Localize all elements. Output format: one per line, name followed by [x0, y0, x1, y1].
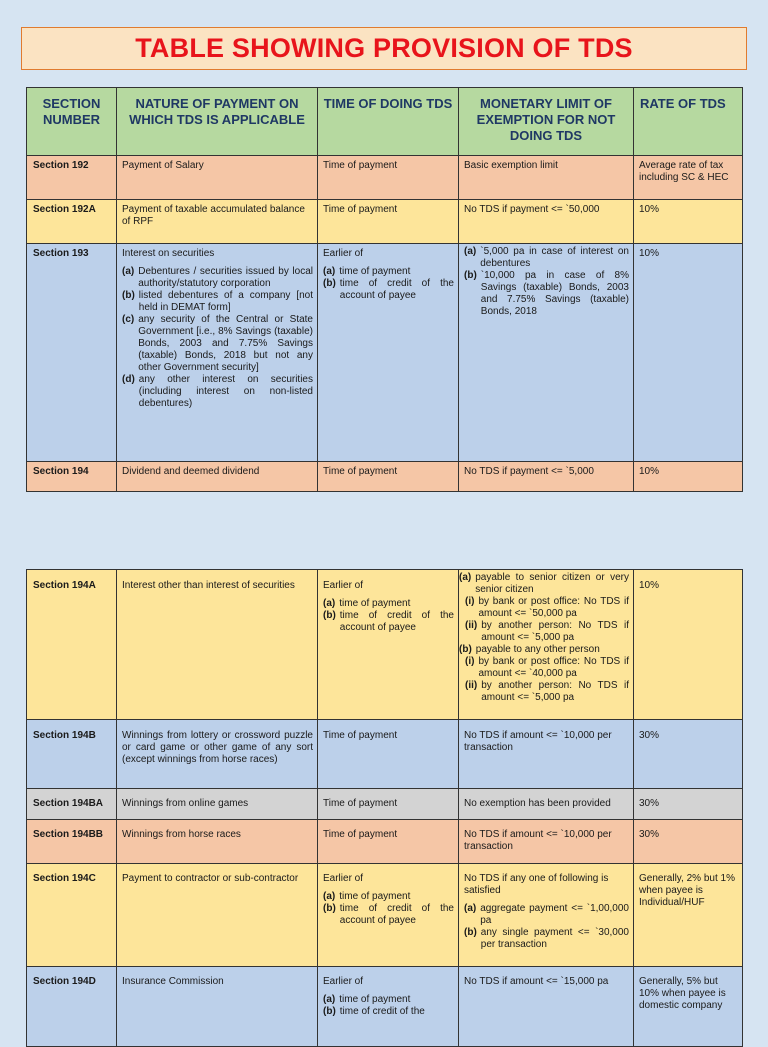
table-row-194a	[27, 570, 743, 720]
list-text: time of payment	[339, 994, 411, 1005]
limit-list	[459, 572, 629, 596]
section-cell: Section 194BA	[27, 789, 117, 820]
limit-cell	[459, 864, 634, 967]
list-text: payable to any other person	[475, 644, 600, 655]
list-text: time of credit of the	[339, 1006, 425, 1017]
header-monetary-limit: MONETARY LIMIT OF EXEMPTION FOR NOT DOING TDS	[459, 88, 634, 156]
table-row-194d	[27, 967, 743, 1047]
list-item	[464, 927, 629, 951]
list-marker: (b)	[323, 278, 336, 289]
section-cell: Section 192	[27, 156, 117, 200]
time-heading: Earlier of	[323, 580, 364, 591]
nature-cell: Dividend and deemed dividend	[117, 462, 318, 492]
limit-cell: No TDS if amount <= `10,000 per transaction	[459, 820, 634, 864]
list-marker: (a)	[323, 598, 336, 609]
limit-list	[459, 644, 629, 656]
list-marker: (a)	[464, 903, 477, 914]
time-cell	[318, 244, 459, 462]
time-cell: Time of payment	[318, 156, 459, 200]
time-cell: Time of payment	[318, 462, 459, 492]
limit-list	[464, 903, 629, 951]
list-marker: (a)	[464, 246, 477, 257]
rate-cell: 10%	[634, 244, 743, 462]
list-item	[465, 620, 629, 644]
rate-cell: 10%	[634, 462, 743, 492]
nature-cell: Interest other than interest of securities	[117, 570, 318, 720]
list-marker: (b)	[323, 1006, 336, 1017]
section-cell: Section 194	[27, 462, 117, 492]
table-row-194bb	[27, 820, 743, 864]
list-item	[459, 572, 629, 596]
nature-cell	[117, 244, 318, 462]
nature-cell: Winnings from lottery or crossword puzzle or card game or other game of any sort (except winnings from horse races)	[117, 720, 318, 789]
list-marker: (ii)	[465, 680, 478, 691]
list-item	[323, 610, 454, 634]
nature-list	[122, 266, 313, 410]
list-item	[323, 598, 454, 610]
nature-cell: Payment of Salary	[117, 156, 318, 200]
section-cell: Section 192A	[27, 200, 117, 244]
list-item	[464, 903, 629, 927]
limit-list	[464, 246, 629, 318]
table-row-194c	[27, 864, 743, 967]
limit-cell: No TDS if payment <= `5,000	[459, 462, 634, 492]
list-text: time of payment	[339, 266, 411, 277]
header-rate-of-tds: RATE OF TDS	[634, 88, 743, 156]
rate-cell: 30%	[634, 720, 743, 789]
list-item	[464, 270, 629, 318]
list-marker: (b)	[323, 610, 336, 621]
limit-cell: Basic exemption limit	[459, 156, 634, 200]
limit-cell	[459, 570, 634, 720]
limit-cell: No TDS if amount <= `10,000 per transaction	[459, 720, 634, 789]
list-item	[122, 314, 313, 374]
list-item	[464, 246, 629, 270]
table-row-193	[27, 244, 743, 462]
limit-cell: No exemption has been provided	[459, 789, 634, 820]
list-item	[323, 1006, 454, 1018]
tds-table-part-2	[26, 569, 743, 1047]
list-item	[465, 680, 629, 704]
limit-heading: No TDS if any one of following is satisfied	[464, 873, 609, 896]
list-item	[323, 278, 454, 302]
list-marker: (b)	[122, 290, 135, 301]
time-cell	[318, 864, 459, 967]
list-text: `10,000 pa in case of 8% Savings (taxable) Bonds, 2003 and 7.75% Savings (taxable) Bonds, 2018	[480, 270, 629, 317]
section-cell: Section 194C	[27, 864, 117, 967]
list-item	[122, 374, 313, 410]
list-text: time of credit of the account of payee	[339, 903, 454, 926]
rate-cell: 10%	[634, 570, 743, 720]
time-heading: Earlier of	[323, 976, 364, 987]
list-text: time of payment	[339, 598, 411, 609]
list-text: time of payment	[339, 891, 411, 902]
limit-cell: No TDS if amount <= `15,000 pa	[459, 967, 634, 1047]
list-text: any security of the Central or State Government [i.e., 8% Savings (taxable) Bonds, 2003 and 7.75% Savings (taxable) Bonds, 2018 but not any other Government security]	[138, 314, 313, 373]
section-cell: Section 194D	[27, 967, 117, 1047]
list-item	[459, 644, 629, 656]
list-marker: (a)	[323, 266, 336, 277]
list-text: payable to senior citizen or very senior citizen	[475, 572, 629, 595]
section-cell: Section 194BB	[27, 820, 117, 864]
list-marker: (b)	[323, 903, 336, 914]
list-text: `5,000 pa in case of interest on debentures	[480, 246, 629, 269]
list-item	[323, 891, 454, 903]
time-heading: Earlier of	[323, 873, 364, 884]
title-banner	[21, 27, 747, 70]
list-marker: (b)	[464, 927, 477, 938]
list-item	[122, 266, 313, 290]
list-marker: (a)	[122, 266, 135, 277]
nature-cell: Payment of taxable accumulated balance of RPF	[117, 200, 318, 244]
list-item	[323, 266, 454, 278]
rate-cell: 30%	[634, 789, 743, 820]
rate-cell: Average rate of tax including SC & HEC	[634, 156, 743, 200]
list-text: aggregate payment <= `1,00,000 pa	[480, 903, 629, 926]
list-marker: (c)	[122, 314, 135, 325]
list-item	[465, 656, 629, 680]
table-row-192	[27, 156, 743, 200]
rate-cell: Generally, 5% but 10% when payee is domestic company	[634, 967, 743, 1047]
list-text: listed debentures of a company [not held in DEMAT form]	[138, 290, 313, 313]
time-cell: Time of payment	[318, 200, 459, 244]
section-cell: Section 194B	[27, 720, 117, 789]
list-item	[323, 994, 454, 1006]
time-heading: Earlier of	[323, 248, 364, 259]
header-section-number: SECTION NUMBER	[27, 88, 117, 156]
nature-cell: Winnings from horse races	[117, 820, 318, 864]
list-text: by bank or post office: No TDS if amount <= `50,000 pa	[478, 596, 629, 619]
list-text: any other interest on securities (including interest on non-listed debentures)	[138, 374, 313, 409]
nature-cell: Winnings from online games	[117, 789, 318, 820]
list-text: Debentures / securities issued by local authority/statutory corporation	[138, 266, 313, 289]
list-item	[323, 903, 454, 927]
tds-table-part-1	[26, 87, 743, 492]
list-marker: (b)	[464, 270, 477, 281]
list-text: time of credit of the account of payee	[339, 278, 454, 301]
rate-cell: 10%	[634, 200, 743, 244]
sub-list	[459, 656, 629, 704]
section-cell: Section 194A	[27, 570, 117, 720]
limit-cell: No TDS if payment <= `50,000	[459, 200, 634, 244]
time-list	[323, 266, 454, 302]
nature-cell: Insurance Commission	[117, 967, 318, 1047]
list-marker: (a)	[323, 891, 336, 902]
limit-cell	[459, 244, 634, 462]
list-marker: (b)	[459, 644, 472, 655]
time-list	[323, 891, 454, 927]
list-marker: (i)	[465, 656, 475, 667]
rate-cell: Generally, 2% but 1% when payee is Individual/HUF	[634, 864, 743, 967]
table-row-194	[27, 462, 743, 492]
list-text: by another person: No TDS if amount <= `5,000 pa	[481, 620, 629, 643]
list-marker: (d)	[122, 374, 135, 385]
nature-heading: Interest on securities	[122, 248, 215, 259]
time-cell: Time of payment	[318, 820, 459, 864]
section-cell: Section 193	[27, 244, 117, 462]
header-row	[27, 88, 743, 156]
list-text: any single payment <= `30,000 per transaction	[480, 927, 629, 950]
table-row-192a	[27, 200, 743, 244]
time-cell: Time of payment	[318, 789, 459, 820]
rate-cell: 30%	[634, 820, 743, 864]
time-cell	[318, 967, 459, 1047]
list-marker: (a)	[459, 572, 472, 583]
time-list	[323, 994, 454, 1018]
header-nature-of-payment: NATURE OF PAYMENT ON WHICH TDS IS APPLICABLE	[117, 88, 318, 156]
page-title: TABLE SHOWING PROVISION OF TDS	[135, 33, 633, 63]
table-row-194ba	[27, 789, 743, 820]
time-list	[323, 598, 454, 634]
list-text: time of credit of the account of payee	[339, 610, 454, 633]
list-item	[465, 596, 629, 620]
time-cell: Time of payment	[318, 720, 459, 789]
list-text: by another person: No TDS if amount <= `5,000 pa	[481, 680, 629, 703]
list-item	[122, 290, 313, 314]
time-cell	[318, 570, 459, 720]
header-time-of-tds: TIME OF DOING TDS	[318, 88, 459, 156]
list-text: by bank or post office: No TDS if amount <= `40,000 pa	[478, 656, 629, 679]
list-marker: (i)	[465, 596, 475, 607]
table-row-194b	[27, 720, 743, 789]
nature-cell: Payment to contractor or sub-contractor	[117, 864, 318, 967]
list-marker: (a)	[323, 994, 336, 1005]
list-marker: (ii)	[465, 620, 478, 631]
sub-list	[459, 596, 629, 644]
